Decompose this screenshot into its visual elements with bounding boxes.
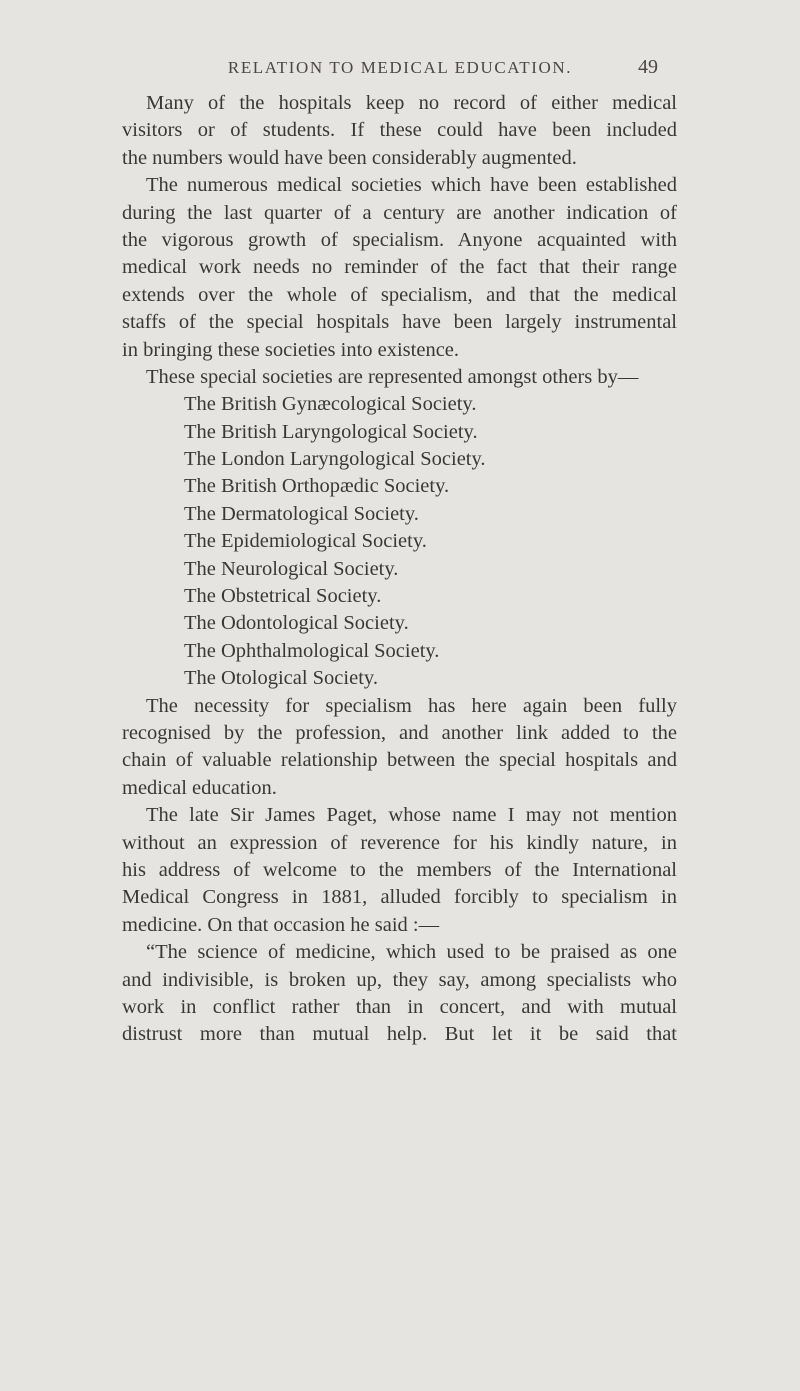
- paget-quote: [122, 939, 677, 1049]
- text-line: The necessity for specialism has here again been fully: [146, 694, 677, 717]
- list-item: The British Orthopædic Society.: [184, 475, 450, 498]
- text-line: during the last quarter of a century are another indication of: [122, 201, 677, 224]
- text-line: staffs of the special hospitals have been largely instrumental: [122, 311, 677, 334]
- paragraph-hospital-records: [122, 90, 677, 172]
- list-item: The Otological Society.: [184, 667, 378, 690]
- list-item: The Epidemiological Society.: [184, 530, 427, 553]
- text-line: the vigorous growth of specialism. Anyone acquainted with: [122, 228, 677, 251]
- paragraph-paget: [122, 802, 677, 939]
- text-line: Many of the hospitals keep no record of either medical: [146, 92, 677, 114]
- text-line: medicine. On that occasion he said :—: [122, 913, 440, 936]
- text-line: visitors or of students. If these could have been included: [122, 119, 677, 142]
- text-line: medical work needs no reminder of the fact that their range: [122, 256, 677, 279]
- text-line: medical education.: [122, 776, 277, 799]
- list-item: The Obstetrical Society.: [184, 585, 382, 608]
- text-line: The numerous medical societies which have been established: [146, 174, 677, 197]
- list-item: The Neurological Society.: [184, 557, 399, 580]
- text-line: the numbers would have been considerably augmented.: [122, 146, 577, 169]
- paragraph-necessity: [122, 693, 677, 803]
- list-intro: These special societies are represented amongst others by—: [146, 365, 639, 388]
- text-line: without an expression of reverence for his kindly nature, in: [122, 831, 677, 854]
- running-head: RELATION TO MEDICAL EDUCATION.: [227, 58, 573, 77]
- text-line: “The science of medicine, which used to be praised as one: [146, 941, 677, 964]
- text-line: in bringing these societies into existence.: [122, 338, 460, 361]
- text-line: The late Sir James Paget, whose name I may not mention: [146, 804, 677, 827]
- list-item: The British Gynæcological Society.: [184, 393, 477, 416]
- list-item: The Ophthalmological Society.: [184, 639, 440, 662]
- text-line: work in conflict rather than in concert, and with mutual: [122, 995, 677, 1018]
- text-line: and indivisible, is broken up, they say, among specialists who: [122, 968, 677, 991]
- text-line: distrust more than mutual help. But let it be said that: [122, 1023, 677, 1046]
- text-line: chain of valuable relationship between the special hospitals and: [122, 749, 677, 772]
- text-line: extends over the whole of specialism, and that the medical: [122, 283, 677, 306]
- text-line: his address of welcome to the members of the International: [122, 858, 677, 881]
- page-number: 49: [638, 56, 658, 78]
- list-item: The British Laryngological Society.: [184, 420, 478, 443]
- text-line: recognised by the profession, and another link added to the: [122, 721, 677, 744]
- paragraph-medical-societies: [122, 172, 677, 364]
- list-item: The London Laryngological Society.: [184, 448, 486, 471]
- list-item: The Odontological Society.: [184, 612, 409, 635]
- body-text: [122, 90, 677, 1049]
- list-item: The Dermatological Society.: [184, 502, 419, 525]
- text-line: Medical Congress in 1881, alluded forcibly to specialism in: [122, 886, 677, 909]
- society-list: [122, 391, 677, 692]
